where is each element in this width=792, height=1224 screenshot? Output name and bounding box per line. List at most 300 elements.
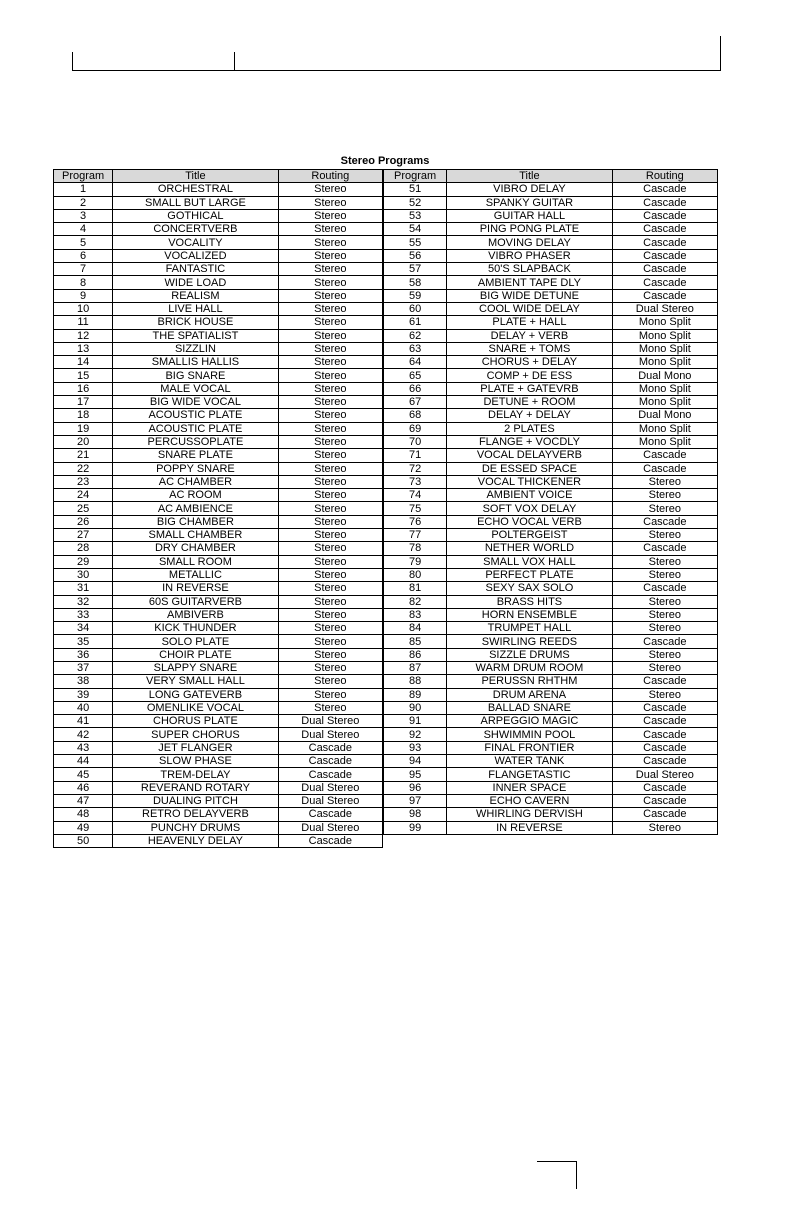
cell-routing: Stereo (278, 475, 382, 488)
table-row (384, 661, 718, 674)
cell-program: 9 (54, 289, 113, 302)
cell-title: SMALL ROOM (113, 555, 279, 568)
cell-program: 71 (384, 449, 447, 462)
table-row (384, 342, 718, 355)
cell-program: 29 (54, 555, 113, 568)
table-row (54, 329, 383, 342)
cell-title: VOCAL DELAYVERB (447, 449, 612, 462)
cell-routing: Stereo (278, 582, 382, 595)
cell-title: BRICK HOUSE (113, 316, 279, 329)
cell-title: KICK THUNDER (113, 622, 279, 635)
table-row (384, 276, 718, 289)
cell-routing: Cascade (612, 741, 717, 754)
cell-title: FANTASTIC (113, 263, 279, 276)
cell-routing: Stereo (612, 502, 717, 515)
cell-routing: Stereo (278, 688, 382, 701)
cell-program: 31 (54, 582, 113, 595)
cell-title: WATER TANK (447, 755, 612, 768)
cell-routing: Mono Split (612, 382, 717, 395)
cell-program: 17 (54, 396, 113, 409)
table-row (384, 223, 718, 236)
cell-title: IN REVERSE (113, 582, 279, 595)
cell-routing: Stereo (278, 289, 382, 302)
cell-routing: Stereo (278, 661, 382, 674)
cell-routing: Stereo (278, 263, 382, 276)
cell-title: PING PONG PLATE (447, 223, 612, 236)
cell-routing: Stereo (278, 196, 382, 209)
cell-routing: Stereo (278, 249, 382, 262)
cell-routing: Dual Stereo (612, 302, 717, 315)
table-row (384, 316, 718, 329)
table-row (54, 728, 383, 741)
cell-program: 12 (54, 329, 113, 342)
table-row (54, 302, 383, 315)
table-row (384, 369, 718, 382)
cell-program: 25 (54, 502, 113, 515)
cell-title: LONG GATEVERB (113, 688, 279, 701)
cell-title: SUPER CHORUS (113, 728, 279, 741)
table-row (384, 675, 718, 688)
cell-program: 94 (384, 755, 447, 768)
table-row (384, 236, 718, 249)
table-row (384, 382, 718, 395)
cell-title: AC CHAMBER (113, 475, 279, 488)
cell-routing: Mono Split (612, 356, 717, 369)
cell-program: 67 (384, 396, 447, 409)
cell-routing: Stereo (278, 183, 382, 196)
table-row (54, 568, 383, 581)
column-header-title: Title (447, 170, 612, 183)
cell-title: SHWIMMIN POOL (447, 728, 612, 741)
table-row (384, 249, 718, 262)
table-row (54, 196, 383, 209)
cell-program: 65 (384, 369, 447, 382)
cell-routing: Cascade (612, 209, 717, 222)
footer-right-tick (576, 1161, 577, 1189)
table-row (384, 582, 718, 595)
table-row (384, 489, 718, 502)
cell-program: 46 (54, 781, 113, 794)
table-row (54, 701, 383, 714)
cell-program: 41 (54, 715, 113, 728)
cell-title: METALLIC (113, 568, 279, 581)
cell-title: DETUNE + ROOM (447, 396, 612, 409)
cell-routing: Stereo (612, 648, 717, 661)
table-row (384, 356, 718, 369)
cell-routing: Cascade (278, 768, 382, 781)
table-row (384, 409, 718, 422)
cell-program: 84 (384, 622, 447, 635)
table-row (54, 183, 383, 196)
cell-title: WARM DRUM ROOM (447, 661, 612, 674)
cell-program: 24 (54, 489, 113, 502)
cell-title: SEXY SAX SOLO (447, 582, 612, 595)
cell-title: THE SPATIALIST (113, 329, 279, 342)
programs-table-left (53, 169, 383, 848)
cell-title: WIDE LOAD (113, 276, 279, 289)
cell-routing: Stereo (278, 316, 382, 329)
cell-title: JET FLANGER (113, 741, 279, 754)
cell-program: 99 (384, 821, 447, 834)
cell-routing: Cascade (612, 582, 717, 595)
column-header-title: Title (113, 170, 279, 183)
cell-program: 89 (384, 688, 447, 701)
cell-program: 74 (384, 489, 447, 502)
cell-routing: Stereo (612, 475, 717, 488)
cell-title: DE ESSED SPACE (447, 462, 612, 475)
cell-routing: Mono Split (612, 435, 717, 448)
cell-routing: Stereo (278, 396, 382, 409)
table-row (54, 409, 383, 422)
table-row (54, 715, 383, 728)
cell-program: 19 (54, 422, 113, 435)
cell-title: PLATE + HALL (447, 316, 612, 329)
cell-title: REALISM (113, 289, 279, 302)
table-row (54, 263, 383, 276)
cell-title: SNARE PLATE (113, 449, 279, 462)
cell-program: 36 (54, 648, 113, 661)
cell-title: PUNCHY DRUMS (113, 821, 279, 834)
table-row (54, 821, 383, 834)
table-row (54, 688, 383, 701)
table-row (54, 781, 383, 794)
cell-title: DELAY + DELAY (447, 409, 612, 422)
table-header-row (54, 170, 383, 183)
cell-title: SWIRLING REEDS (447, 635, 612, 648)
cell-program: 69 (384, 422, 447, 435)
cell-program: 35 (54, 635, 113, 648)
programs-table-right (383, 169, 718, 835)
cell-program: 37 (54, 661, 113, 674)
cell-routing: Stereo (278, 435, 382, 448)
table-row (384, 435, 718, 448)
cell-title: BIG WIDE DETUNE (447, 289, 612, 302)
table-row (54, 808, 383, 821)
table-row (54, 648, 383, 661)
cell-title: BIG CHAMBER (113, 515, 279, 528)
cell-program: 64 (384, 356, 447, 369)
cell-title: SIZZLIN (113, 342, 279, 355)
cell-routing: Stereo (278, 382, 382, 395)
cell-routing: Dual Stereo (612, 768, 717, 781)
column-header-routing: Routing (278, 170, 382, 183)
cell-program: 83 (384, 608, 447, 621)
cell-title: DELAY + VERB (447, 329, 612, 342)
cell-routing: Stereo (278, 356, 382, 369)
cell-program: 68 (384, 409, 447, 422)
cell-program: 21 (54, 449, 113, 462)
cell-title: ACOUSTIC PLATE (113, 409, 279, 422)
cell-routing: Cascade (612, 635, 717, 648)
cell-title: AC AMBIENCE (113, 502, 279, 515)
cell-title: PERCUSSOPLATE (113, 435, 279, 448)
table-row (384, 794, 718, 807)
cell-program: 70 (384, 435, 447, 448)
cell-program: 4 (54, 223, 113, 236)
cell-routing: Stereo (278, 223, 382, 236)
cell-program: 44 (54, 755, 113, 768)
table-row (384, 422, 718, 435)
table-row (384, 263, 718, 276)
cell-routing: Stereo (612, 529, 717, 542)
cell-program: 72 (384, 462, 447, 475)
cell-title: SOLO PLATE (113, 635, 279, 648)
cell-title: TRUMPET HALL (447, 622, 612, 635)
cell-program: 16 (54, 382, 113, 395)
cell-routing: Cascade (612, 276, 717, 289)
cell-routing: Mono Split (612, 329, 717, 342)
cell-title: FLANGETASTIC (447, 768, 612, 781)
cell-program: 30 (54, 568, 113, 581)
table-row (54, 249, 383, 262)
cell-title: 2 PLATES (447, 422, 612, 435)
cell-routing: Cascade (278, 755, 382, 768)
cell-routing: Stereo (278, 369, 382, 382)
table-row (384, 821, 718, 834)
table-row (384, 768, 718, 781)
cell-program: 15 (54, 369, 113, 382)
cell-title: ACOUSTIC PLATE (113, 422, 279, 435)
cell-program: 20 (54, 435, 113, 448)
cell-title: SMALL BUT LARGE (113, 196, 279, 209)
cell-routing: Stereo (278, 622, 382, 635)
cell-program: 51 (384, 183, 447, 196)
table-row (54, 608, 383, 621)
cell-program: 32 (54, 595, 113, 608)
cell-title: VOCAL THICKENER (447, 475, 612, 488)
cell-program: 48 (54, 808, 113, 821)
table-row (54, 661, 383, 674)
cell-title: VERY SMALL HALL (113, 675, 279, 688)
table-row (384, 688, 718, 701)
cell-routing: Cascade (612, 755, 717, 768)
table-row (54, 316, 383, 329)
table-row (384, 555, 718, 568)
cell-routing: Dual Stereo (278, 715, 382, 728)
cell-program: 8 (54, 276, 113, 289)
table-row (384, 808, 718, 821)
cell-program: 95 (384, 768, 447, 781)
header-divider-tick (234, 52, 235, 71)
cell-routing: Dual Stereo (278, 821, 382, 834)
table-row (54, 502, 383, 515)
cell-program: 57 (384, 263, 447, 276)
table-row (54, 794, 383, 807)
cell-title: AMBIENT TAPE DLY (447, 276, 612, 289)
cell-routing: Cascade (612, 449, 717, 462)
cell-title: POPPY SNARE (113, 462, 279, 475)
table-row (54, 635, 383, 648)
cell-routing: Cascade (278, 834, 382, 847)
table-row (54, 209, 383, 222)
cell-program: 81 (384, 582, 447, 595)
cell-routing: Cascade (612, 223, 717, 236)
cell-program: 47 (54, 794, 113, 807)
cell-routing: Dual Mono (612, 409, 717, 422)
table-row (54, 462, 383, 475)
cell-program: 6 (54, 249, 113, 262)
cell-program: 39 (54, 688, 113, 701)
cell-program: 88 (384, 675, 447, 688)
cell-title: 50'S SLAPBACK (447, 263, 612, 276)
cell-title: SOFT VOX DELAY (447, 502, 612, 515)
footer-rule (537, 1161, 577, 1162)
cell-program: 97 (384, 794, 447, 807)
column-header-program: Program (54, 170, 113, 183)
column-header-routing: Routing (612, 170, 717, 183)
cell-routing: Stereo (612, 688, 717, 701)
cell-program: 33 (54, 608, 113, 621)
cell-title: AC ROOM (113, 489, 279, 502)
cell-program: 38 (54, 675, 113, 688)
cell-program: 40 (54, 701, 113, 714)
cell-program: 1 (54, 183, 113, 196)
cell-title: SMALL CHAMBER (113, 529, 279, 542)
table-row (54, 435, 383, 448)
cell-title: VIBRO DELAY (447, 183, 612, 196)
cell-routing: Stereo (278, 236, 382, 249)
cell-title: COOL WIDE DELAY (447, 302, 612, 315)
cell-routing: Stereo (278, 342, 382, 355)
cell-routing: Stereo (278, 608, 382, 621)
cell-title: CONCERTVERB (113, 223, 279, 236)
cell-title: SMALLIS HALLIS (113, 356, 279, 369)
cell-program: 77 (384, 529, 447, 542)
cell-program: 49 (54, 821, 113, 834)
header-left-tick (72, 52, 73, 71)
cell-title: BRASS HITS (447, 595, 612, 608)
cell-program: 10 (54, 302, 113, 315)
table-row (384, 542, 718, 555)
cell-routing: Mono Split (612, 422, 717, 435)
cell-program: 34 (54, 622, 113, 635)
cell-title: MOVING DELAY (447, 236, 612, 249)
cell-routing: Stereo (612, 489, 717, 502)
cell-routing: Dual Stereo (278, 728, 382, 741)
table-row (54, 675, 383, 688)
cell-program: 60 (384, 302, 447, 315)
cell-program: 26 (54, 515, 113, 528)
cell-program: 82 (384, 595, 447, 608)
table-row (384, 781, 718, 794)
cell-routing: Cascade (612, 808, 717, 821)
cell-routing: Stereo (612, 555, 717, 568)
cell-routing: Cascade (612, 715, 717, 728)
cell-routing: Stereo (278, 462, 382, 475)
table-row (384, 462, 718, 475)
cell-title: SPANKY GUITAR (447, 196, 612, 209)
table-row (384, 568, 718, 581)
table-row (54, 582, 383, 595)
cell-title: GOTHICAL (113, 209, 279, 222)
table-row (54, 289, 383, 302)
cell-routing: Stereo (278, 542, 382, 555)
cell-routing: Stereo (278, 595, 382, 608)
cell-title: VOCALITY (113, 236, 279, 249)
table-row (54, 396, 383, 409)
cell-routing: Stereo (278, 555, 382, 568)
cell-title: HORN ENSEMBLE (447, 608, 612, 621)
cell-title: BIG SNARE (113, 369, 279, 382)
table-row (54, 555, 383, 568)
table-row (54, 515, 383, 528)
cell-program: 75 (384, 502, 447, 515)
cell-routing: Cascade (612, 183, 717, 196)
cell-title: CHORUS + DELAY (447, 356, 612, 369)
table-row (384, 209, 718, 222)
cell-title: RETRO DELAYVERB (113, 808, 279, 821)
cell-title: ECHO CAVERN (447, 794, 612, 807)
cell-title: LIVE HALL (113, 302, 279, 315)
table-row (384, 449, 718, 462)
cell-title: PERUSSN RHTHM (447, 675, 612, 688)
cell-routing: Stereo (278, 449, 382, 462)
cell-program: 63 (384, 342, 447, 355)
cell-routing: Cascade (612, 249, 717, 262)
cell-program: 62 (384, 329, 447, 342)
cell-program: 27 (54, 529, 113, 542)
cell-title: SNARE + TOMS (447, 342, 612, 355)
table-row (384, 595, 718, 608)
cell-title: NETHER WORLD (447, 542, 612, 555)
table-row (384, 608, 718, 621)
cell-routing: Stereo (278, 701, 382, 714)
column-header-program: Program (384, 170, 447, 183)
cell-routing: Stereo (278, 635, 382, 648)
table-row (54, 236, 383, 249)
cell-routing: Cascade (612, 701, 717, 714)
cell-routing: Cascade (612, 728, 717, 741)
header-rule (72, 70, 721, 71)
cell-title: GUITAR HALL (447, 209, 612, 222)
cell-title: DRY CHAMBER (113, 542, 279, 555)
cell-routing: Cascade (278, 741, 382, 754)
cell-routing: Stereo (278, 502, 382, 515)
table-row (384, 635, 718, 648)
table-row (384, 515, 718, 528)
cell-routing: Stereo (278, 409, 382, 422)
cell-program: 28 (54, 542, 113, 555)
cell-program: 43 (54, 741, 113, 754)
page-heading: Stereo Programs (340, 155, 430, 167)
table-row (54, 595, 383, 608)
cell-title: BALLAD SNARE (447, 701, 612, 714)
cell-title: WHIRLING DERVISH (447, 808, 612, 821)
cell-program: 58 (384, 276, 447, 289)
table-row (54, 276, 383, 289)
cell-program: 79 (384, 555, 447, 568)
table-row (54, 768, 383, 781)
table-row (384, 329, 718, 342)
cell-program: 13 (54, 342, 113, 355)
cell-title: PERFECT PLATE (447, 568, 612, 581)
cell-program: 76 (384, 515, 447, 528)
cell-routing: Stereo (278, 529, 382, 542)
header-right-tick (720, 36, 721, 71)
table-row (54, 382, 383, 395)
cell-program: 87 (384, 661, 447, 674)
table-row (384, 289, 718, 302)
table-row (384, 741, 718, 754)
cell-program: 22 (54, 462, 113, 475)
cell-routing: Stereo (278, 302, 382, 315)
cell-title: COMP + DE ESS (447, 369, 612, 382)
cell-program: 93 (384, 741, 447, 754)
cell-program: 55 (384, 236, 447, 249)
cell-title: ECHO VOCAL VERB (447, 515, 612, 528)
cell-program: 5 (54, 236, 113, 249)
cell-title: IN REVERSE (447, 821, 612, 834)
